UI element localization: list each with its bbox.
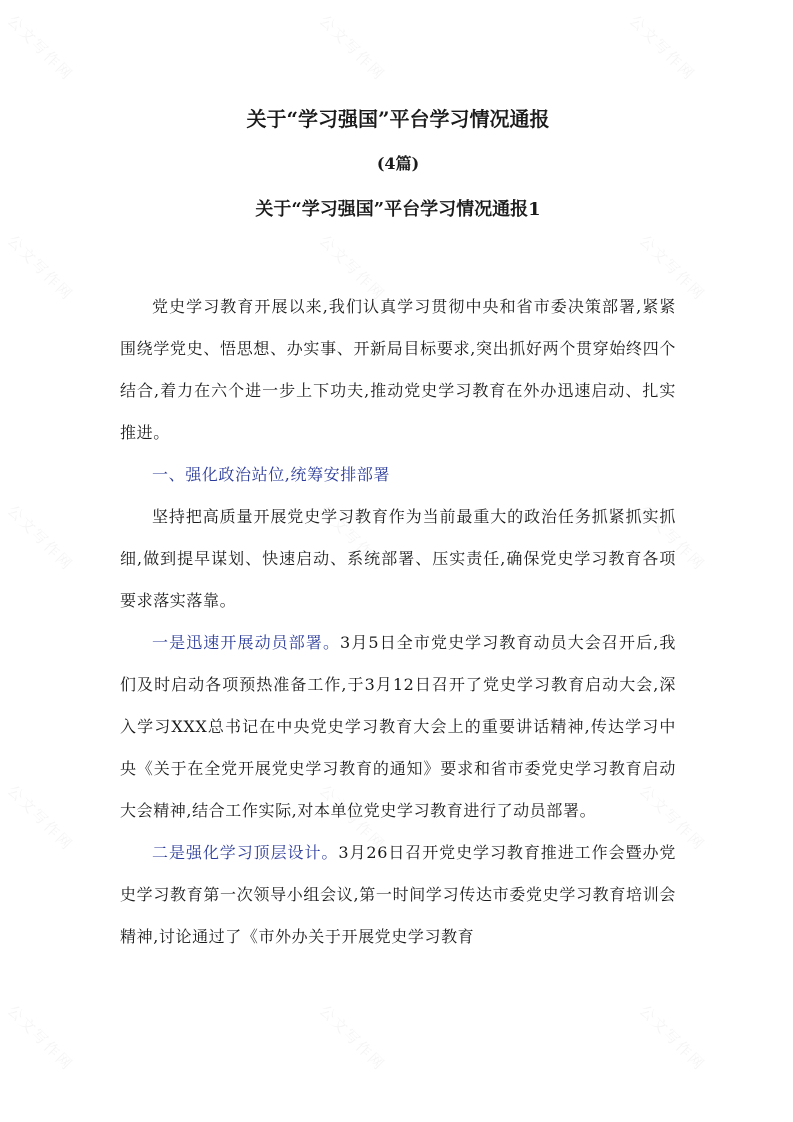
document-body — [120, 286, 676, 958]
watermark-text: 公文写作网 — [3, 781, 77, 855]
paragraph-text: 坚持把高质量开展党史学习教育作为当前最重大的政治任务抓紧抓实抓细,做到提早谋划、快速启动、系统部署、压实责任,确保党史学习教育各项要求落实落靠。 — [120, 507, 676, 610]
watermark-text: 公文写作网 — [635, 781, 709, 855]
body-paragraph — [120, 286, 676, 454]
watermark-text: 公文写作网 — [315, 781, 389, 855]
watermark-text: 公文写作网 — [315, 501, 389, 575]
watermark-text: 公文写作网 — [315, 1001, 389, 1075]
paragraph-text: 3月26日召开党史学习教育推进工作会暨办党史学习教育第一次领导小组会议,第一时间学习传达市委党史学习教育培训会精神,讨论通过了《市外办关于开展党史学习教育 — [120, 843, 676, 946]
watermark-text: 公文写作网 — [635, 231, 709, 305]
watermark-text: 公文写作网 — [3, 231, 77, 305]
body-paragraph — [120, 622, 676, 832]
watermark-text: 公文写作网 — [625, 11, 699, 85]
section-title: 关于“学习强国”平台学习情况通报1 — [255, 199, 541, 220]
watermark-text: 公文写作网 — [3, 11, 77, 85]
body-paragraph — [120, 832, 676, 958]
watermark-text: 公文写作网 — [315, 231, 389, 305]
document-subtitle: (4篇) — [376, 154, 420, 173]
body-paragraph — [120, 496, 676, 622]
paragraph-lead: 一是迅速开展动员部署。 — [152, 633, 341, 652]
watermark-text: 公文写作网 — [3, 1001, 77, 1075]
paragraph-text: 党史学习教育开展以来,我们认真学习贯彻中央和省市委决策部署,紧紧围绕学党史、悟思想、办实事、开新局目标要求,突出抓好两个贯穿始终四个结合,着力在六个进一步上下功夫,推动党史学习教育在外办迅速启动、扎实推进。 — [120, 297, 676, 442]
watermark-text: 公文写作网 — [315, 11, 389, 85]
paragraph-text: 3月5日全市党史学习教育动员大会召开后,我们及时启动各项预热准备工作,于3月12日召开了党史学习教育启动大会,深入学习XXX总书记在中央党史学习教育大会上的重要讲话精神,传达学习中央《关于在全党开展党史学习教育的通知》要求和省市委党史学习教育启动大会精神,结合工作实际,对本单位党史学习教育进行了动员部署。 — [120, 633, 676, 820]
paragraph-lead: 二是强化学习顶层设计。 — [152, 843, 339, 862]
watermark-text: 公文写作网 — [3, 501, 77, 575]
watermark-text: 公文写作网 — [635, 1001, 709, 1075]
document-content — [120, 96, 676, 958]
document-title: 关于“学习强国”平台学习情况通报 — [246, 107, 550, 131]
section-heading: 一、强化政治站位,统筹安排部署 — [152, 465, 391, 484]
watermark-text: 公文写作网 — [635, 501, 709, 575]
